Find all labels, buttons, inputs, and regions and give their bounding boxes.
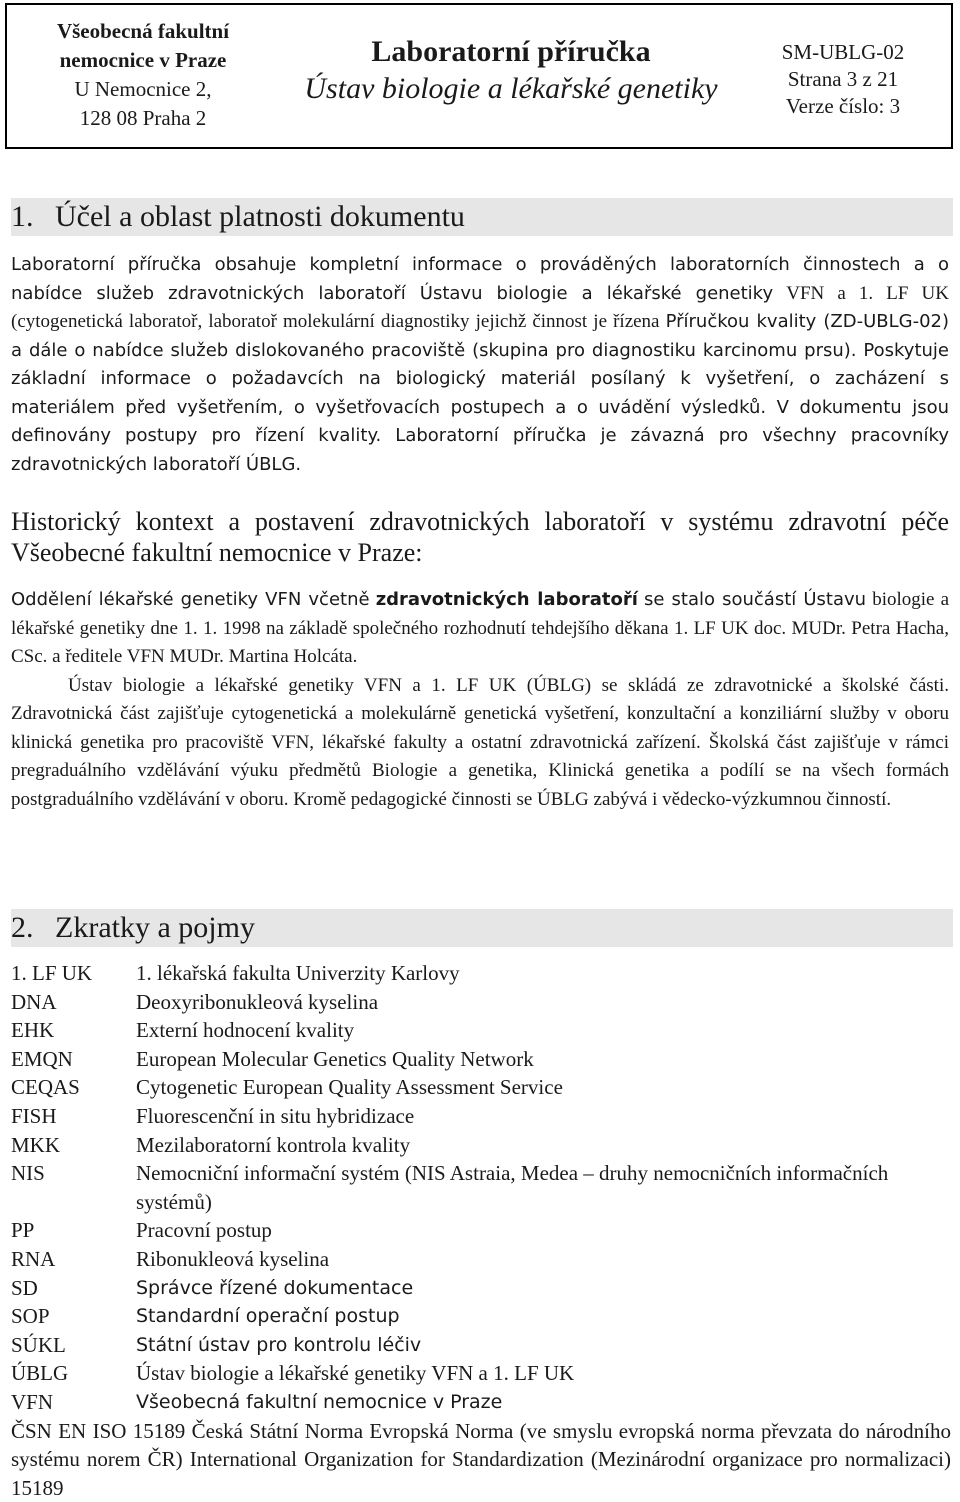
purpose-text-c: Příručkou kvality (ZD-UBLG-02) a dále o nabídce služeb dislokovaného pracoviště (skupina pro diagnostiku karcinomu prsu). Poskytuje základní informace o požadavcích na biologický materiál posílaný k vyšetření, o zacházení s materiálem před vyšetřením, o vyšetřovacích postupech a o uvádění výsledků. V dokumentu jsou definovány postupy pro řízení kvality. Laboratorní příručka je závazná pro všechny pracovníky zdravotnických laboratoří ÚBLG. (11, 311, 949, 475)
abbreviation-key: EHK (11, 1016, 136, 1045)
document-header (5, 3, 953, 149)
abbreviation-row (11, 1045, 951, 1074)
abbreviation-key: DNA (11, 988, 136, 1017)
page-number: Strana 3 z 21 (743, 66, 943, 93)
history-p1-rest: biologie a lékařské genetiky dne 1. 1. 1998 na základě společného rozhodnutí tehdejšího děkana 1. LF UK doc. MUDr. Petra Hacha, CSc. a ředitele VFN MUDr. Martina Holcáta. (11, 589, 949, 667)
abbreviation-row (11, 1073, 951, 1102)
abbreviation-key: CEQAS (11, 1073, 136, 1102)
section-1-title: Účel a oblast platnosti dokumentu (55, 200, 465, 233)
header-meta (743, 5, 951, 147)
document-subtitle: Ústav biologie a lékařské genetiky (279, 69, 743, 109)
csn-definition: ČSN EN ISO 15189 Česká Státní Norma Evropská Norma (ve smyslu evropská norma převzata do národního systému norem ČR) International Organization for Standardization (Mezinárodní organizace pro normalizaci) 15189 (11, 1417, 951, 1502)
org-name-line2: nemocnice v Praze (7, 46, 279, 75)
section-2-title: Zkratky a pojmy (55, 911, 255, 944)
abbreviation-row (11, 1131, 951, 1160)
abbreviation-key: MKK (11, 1131, 136, 1160)
abbreviation-value: Standardní operační postup (136, 1302, 951, 1331)
abbreviation-key: SD (11, 1274, 136, 1303)
abbreviation-row (11, 1302, 951, 1331)
history-paragraph-2: Ústav biologie a lékařské genetiky VFN a 1. LF UK (ÚBLG) se skládá ze zdravotnické a školské části. Zdravotnická část zajišťuje cytogenetická a molekulárně genetická vyšetření, konzultační a konziliární služby v oboru klinická genetika pro pracoviště VFN, lékařské fakulty a ostatní zdravotnická zařízení. Školská část zajišťuje v rámci pregraduálního vzdělávání výuku předmětů Biologie a genetika, Klinická genetika a podílí se na všech formách postgraduálního vzdělávání v oboru. Kromě pedagogické činnosti se ÚBLG zabývá i vědecko-výzkumnou činností. (11, 672, 949, 815)
history-p1-post: se stalo součástí Ústavu (644, 589, 866, 610)
abbreviation-key: RNA (11, 1245, 136, 1274)
section-1-paragraph (11, 251, 949, 479)
abbreviation-value: Deoxyribonukleová kyselina (136, 988, 951, 1017)
abbreviation-row (11, 988, 951, 1017)
abbreviation-key: 1. LF UK (11, 959, 136, 988)
abbreviation-value: Mezilaboratorní kontrola kvality (136, 1131, 951, 1160)
section-1-heading (11, 198, 953, 236)
abbreviation-value: Pracovní postup (136, 1216, 951, 1245)
abbreviation-value: Všeobecná fakultní nemocnice v Praze (136, 1388, 951, 1417)
section-2-number: 2. (11, 909, 55, 947)
abbreviation-key: PP (11, 1216, 136, 1245)
address-line1: U Nemocnice 2, (7, 75, 279, 104)
history-heading: Historický kontext a postavení zdravotnických laboratoří v systému zdravotní péče Všeobecné fakultní nemocnice v Praze: (11, 506, 949, 568)
abbreviation-value: Fluorescenční in situ hybridizace (136, 1102, 951, 1131)
abbreviation-key: SOP (11, 1302, 136, 1331)
abbreviation-value: Externí hodnocení kvality (136, 1016, 951, 1045)
abbreviation-key: SÚKL (11, 1331, 136, 1360)
abbreviation-value: Státní ústav pro kontrolu léčiv (136, 1331, 951, 1360)
abbreviation-row (11, 1102, 951, 1131)
abbreviation-value: Ribonukleová kyselina (136, 1245, 951, 1274)
version-number: Verze číslo: 3 (743, 93, 943, 120)
history-paragraph-1 (11, 586, 949, 672)
header-title-block (279, 5, 743, 147)
history-p1-pre: Oddělení lékařské genetiky VFN včetně (11, 589, 370, 610)
abbreviation-row (11, 1016, 951, 1045)
abbreviation-value: Ústav biologie a lékařské genetiky VFN a 1. LF UK (136, 1359, 951, 1388)
abbreviation-key: NIS (11, 1159, 136, 1216)
abbreviation-row (11, 1359, 951, 1388)
abbreviation-row (11, 959, 951, 988)
header-institution (7, 5, 279, 147)
document-code: SM-UBLG-02 (743, 39, 943, 66)
abbreviation-row (11, 1216, 951, 1245)
abbreviation-row (11, 1159, 951, 1216)
abbreviation-value: Nemocniční informační systém (NIS Astraia, Medea – druhy nemocničních informačních systémů) (136, 1159, 951, 1216)
org-name-line1: Všeobecná fakultní (7, 17, 279, 46)
document-title: Laboratorní příručka (279, 35, 743, 69)
purpose-text-b: VFN a 1. LF UK (cytogenetická laboratoř, laboratoř molekulární diagnostiky jejichž činnost je řízena (11, 283, 949, 333)
address-line2: 128 08 Praha 2 (7, 104, 279, 133)
abbreviation-key: ÚBLG (11, 1359, 136, 1388)
abbreviation-key: VFN (11, 1388, 136, 1417)
abbreviation-value: European Molecular Genetics Quality Network (136, 1045, 951, 1074)
abbreviation-row (11, 1245, 951, 1274)
abbreviation-list (11, 959, 951, 1502)
purpose-text-a: Laboratorní příručka obsahuje kompletní informace o prováděných laboratorních činnostech a o nabídce služeb zdravotnických laboratoří Ústavu biologie a lékařské genetiky (11, 254, 949, 304)
history-body (11, 586, 949, 814)
abbreviation-row (11, 1331, 951, 1360)
abbreviation-value: Cytogenetic European Quality Assessment Service (136, 1073, 951, 1102)
abbreviation-value: Správce řízené dokumentace (136, 1274, 951, 1303)
history-p1-bold: zdravotnických laboratoří (376, 589, 638, 610)
abbreviation-value: 1. lékařská fakulta Univerzity Karlovy (136, 959, 951, 988)
abbreviation-key: EMQN (11, 1045, 136, 1074)
section-2-heading (11, 909, 953, 947)
section-1-number: 1. (11, 198, 55, 236)
abbreviation-row (11, 1388, 951, 1417)
abbreviation-key: FISH (11, 1102, 136, 1131)
abbreviation-row (11, 1274, 951, 1303)
